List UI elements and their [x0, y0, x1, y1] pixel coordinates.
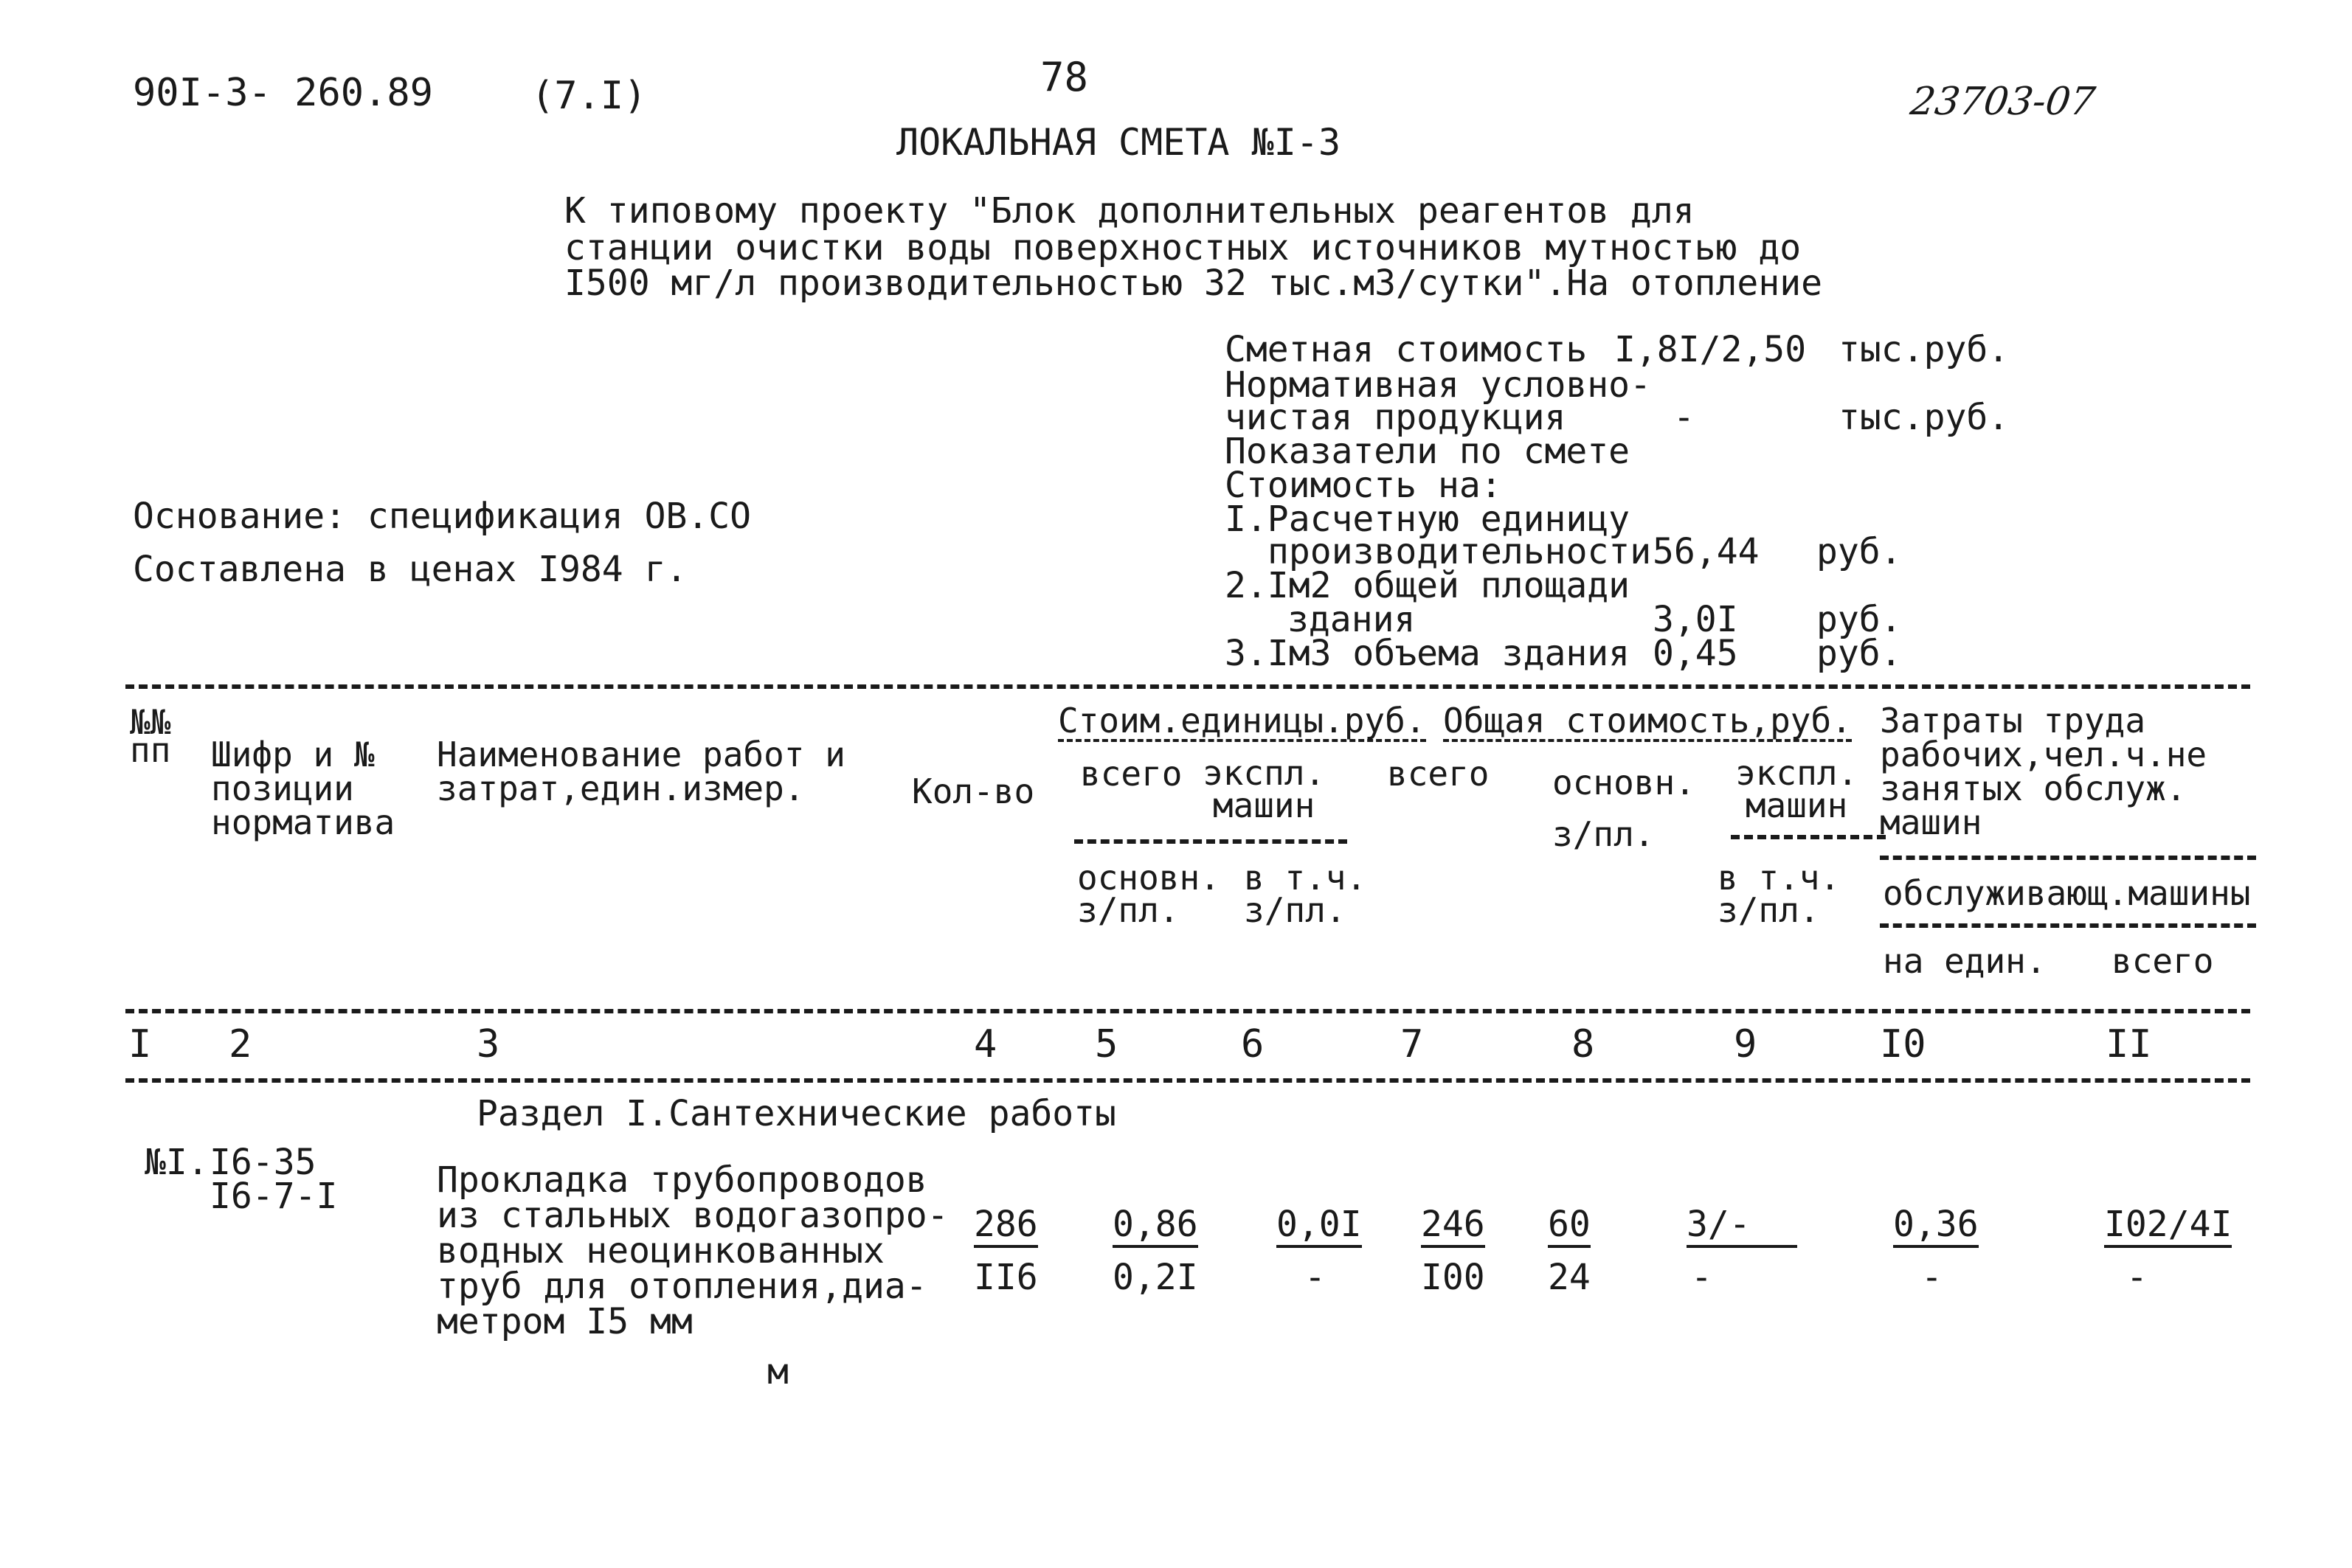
labor-sub-rule-2 — [1880, 923, 2256, 928]
header-col-3: Наименование работ и затрат,един.измер. — [437, 735, 845, 808]
sheet-number: (7.I) — [531, 74, 647, 118]
column-number-7: 7 — [1400, 1022, 1424, 1066]
document-title: ЛОКАЛЬНАЯ СМЕТА №I-3 — [896, 121, 1341, 164]
table-top-rule — [125, 684, 2250, 689]
header-group-labor: Затраты труда рабочих,чел.ч.не занятых обслуж. машин — [1880, 701, 2207, 842]
header-col-8-top: основн. з/пл. — [1552, 763, 1695, 854]
header-col-2: Шифр и № позиции норматива — [211, 735, 395, 842]
header-col-10-bottom: на един. — [1883, 941, 2047, 981]
row-code-1: I6-35 — [210, 1142, 317, 1183]
cell-col-10-bottom: - — [1921, 1257, 1943, 1298]
cell-col-9-top: 3/- — [1687, 1207, 1797, 1248]
indicator-2-label-1: 2.Iм2 общей площади — [1225, 565, 1630, 606]
project-line-3: I500 мг/л производительностью 32 тыс.м3/сутки".На отопление — [564, 263, 1823, 304]
estimated-cost-value: I,8I/2,50 — [1614, 329, 1807, 370]
section-title: Раздел I.Сантехнические работы — [477, 1093, 1116, 1134]
header-col-9-top: экспл. машин — [1735, 753, 1858, 825]
row-code-2: I6-7-I — [210, 1176, 338, 1217]
header-col-7-top: всего — [1387, 754, 1490, 794]
cell-col-10-top: 0,36 — [1893, 1207, 1979, 1248]
page-number: 78 — [1040, 54, 1089, 100]
column-numbers-bottom-rule — [125, 1078, 2250, 1083]
indicator-1-value: 56,44 — [1653, 531, 1760, 572]
header-col-11-bottom: всего — [2111, 941, 2214, 981]
column-number-11: II — [2106, 1022, 2152, 1066]
header-labor-service: обслуживающ.машины — [1883, 873, 2251, 913]
labor-sub-rule-1 — [1880, 856, 2256, 860]
machine-sub-rule — [1731, 835, 1886, 839]
cell-col-8-bottom: 24 — [1548, 1257, 1591, 1298]
cell-col-7-top: 246 — [1421, 1207, 1485, 1248]
indicator-1-label-1: I.Расчетную единицу — [1225, 499, 1630, 540]
project-line-2: станции очистки воды поверхностных источников мутностью до — [564, 227, 1802, 268]
header-col-1: №№ пп — [130, 702, 171, 770]
handwritten-number: 23703-07 — [1907, 80, 2098, 124]
column-number-5: 5 — [1095, 1022, 1118, 1066]
cell-col-6-bottom: - — [1304, 1257, 1326, 1298]
cell-col-6-top: 0,0I — [1276, 1207, 1362, 1248]
indicator-3-unit: руб. — [1816, 633, 1902, 674]
prices-text: Составлена в ценах I984 г. — [133, 549, 688, 590]
cell-col-11-bottom: - — [2126, 1257, 2148, 1298]
unit-cost-sub-rule — [1074, 839, 1347, 844]
normative-value: - — [1673, 397, 1695, 438]
row-number: №I. — [145, 1142, 209, 1183]
indicators-label: Показатели по смете — [1225, 431, 1630, 472]
column-number-6: 6 — [1241, 1022, 1265, 1066]
cell-col-5-bottom: 0,2I — [1113, 1257, 1198, 1298]
estimated-cost-unit: тыс.руб. — [1839, 329, 2010, 370]
cell-col-8-top: 60 — [1548, 1207, 1591, 1248]
normative-label-1: Нормативная условно- — [1225, 364, 1651, 406]
indicator-3-value: 0,45 — [1653, 633, 1738, 674]
cell-col-7-bottom: I00 — [1421, 1257, 1485, 1298]
normative-label-2: чистая продукция — [1225, 397, 1566, 438]
indicator-2-value: 3,0I — [1653, 599, 1738, 640]
column-number-1: I — [128, 1022, 152, 1066]
indicator-1-unit: руб. — [1816, 531, 1902, 572]
estimated-cost-label: Сметная стоимость — [1225, 329, 1588, 370]
header-col-5-bottom: основн. з/пл. — [1077, 858, 1220, 930]
row-work-name: Прокладка трубопроводов из стальных водогазопро- водных неоцинкованных труб для отопления,диа- метром I5 мм — [437, 1159, 949, 1342]
header-col-6-top: экспл. машин — [1203, 753, 1326, 825]
normative-unit: тыс.руб. — [1839, 397, 2010, 438]
cell-col-4-bottom: II6 — [974, 1257, 1038, 1298]
column-number-2: 2 — [229, 1022, 252, 1066]
row-unit: м — [767, 1351, 789, 1392]
header-col-4: Кол-во — [912, 771, 1035, 811]
header-group-unit-cost: Стоим.единицы.руб. — [1058, 701, 1426, 740]
project-line-1: К типовому проекту "Блок дополнительных реагентов для — [564, 190, 1695, 232]
cell-col-11-top: I02/4I — [2104, 1207, 2232, 1248]
cell-col-5-top: 0,86 — [1113, 1207, 1198, 1248]
indicator-2-label-2: здания — [1287, 599, 1416, 640]
column-number-10: I0 — [1880, 1022, 1926, 1066]
cell-col-9-bottom: - — [1691, 1257, 1712, 1298]
header-group-total-cost: Общая стоимость,руб. — [1443, 701, 1852, 740]
basis-text: Основание: спецификация ОВ.СО — [133, 496, 752, 537]
column-numbers-top-rule — [125, 1009, 2250, 1013]
column-number-3: 3 — [477, 1022, 500, 1066]
cell-col-4-top: 286 — [974, 1207, 1038, 1248]
header-col-9-bottom: в т.ч. з/пл. — [1718, 858, 1841, 930]
indicator-3-label: 3.Iм3 объема здания — [1225, 633, 1630, 674]
indicator-2-unit: руб. — [1816, 599, 1902, 640]
header-col-5-top: всего — [1080, 754, 1183, 794]
column-number-8: 8 — [1571, 1022, 1595, 1066]
column-number-4: 4 — [974, 1022, 997, 1066]
cost-per-label: Стоимость на: — [1225, 465, 1502, 506]
indicator-1-label-2: производительности — [1267, 531, 1652, 572]
column-number-9: 9 — [1734, 1022, 1757, 1066]
header-col-6-bottom: в т.ч. з/пл. — [1244, 858, 1367, 930]
document-code: 90I-3- 260.89 — [133, 71, 433, 115]
